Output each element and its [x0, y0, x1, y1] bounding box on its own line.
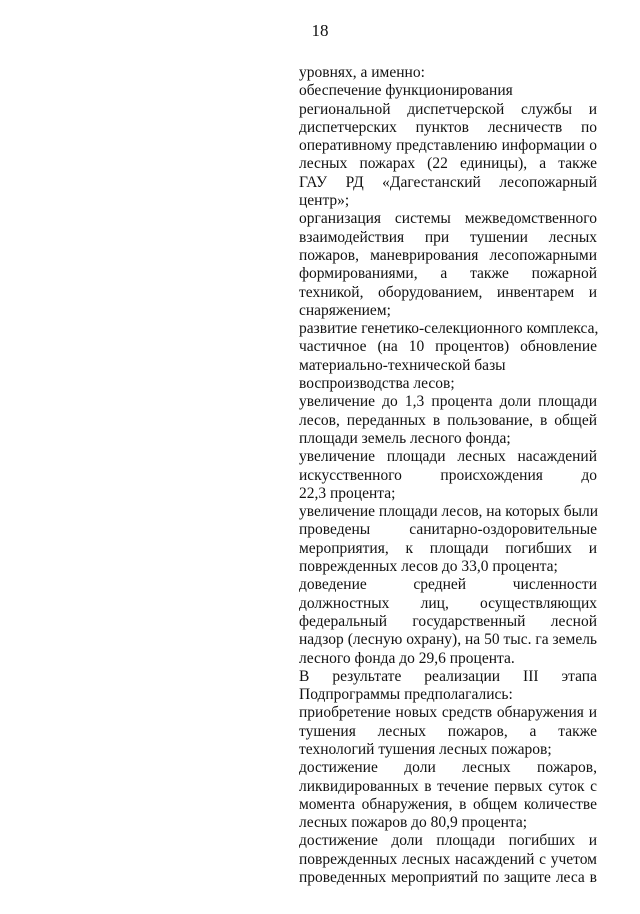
- text-line: ГАУ РД «Дагестанский лесопожарный: [299, 173, 597, 191]
- text-line: проведенных мероприятий по защите леса в: [299, 869, 597, 887]
- text-line: диспетчерских пунктов лесничеств по: [299, 118, 597, 136]
- text-line: достижение доли лесных пожаров,: [299, 759, 597, 777]
- text-line: развитие генетико-селекционного комплекса,: [299, 320, 599, 338]
- text-line: должностных лиц, осуществляющих: [299, 594, 597, 612]
- text-line: поврежденных лесных насаждений с учетом: [299, 850, 597, 868]
- text-line: лесного фонда до 29,6 процента.: [299, 649, 515, 667]
- text-line: достижение доли площади погибших и: [299, 832, 597, 850]
- text-line: материально-технической базы: [299, 356, 506, 374]
- text-line: 22,3 процента;: [299, 484, 396, 502]
- text-line: увеличение площади лесных насаждений: [299, 448, 597, 466]
- text-line: федеральный государственный лесной: [299, 612, 597, 630]
- text-line: мероприятия, к площади погибших и: [299, 539, 597, 557]
- text-line: поврежденных лесов до 33,0 процента;: [299, 558, 558, 576]
- page-number: 18: [311, 21, 329, 40]
- text-line: увеличение до 1,3 процента доли площади: [299, 393, 597, 411]
- text-line: уровнях, а именно:: [299, 64, 425, 81]
- text-line: обеспечение функционирования: [299, 82, 513, 100]
- text-line: снаряжением;: [299, 301, 391, 319]
- text-line: взаимодействия при тушении лесных: [299, 228, 597, 246]
- text-line: центр»;: [299, 192, 350, 210]
- text-line: пожаров, маневрирования лесопожарными: [299, 246, 597, 264]
- text-line: лесных пожаров до 80,9 процента;: [299, 814, 528, 832]
- text-line: оперативному представлению информации о: [299, 137, 597, 155]
- text-line: приобретение новых средств обнаружения и: [299, 704, 597, 722]
- text-line: технологий тушения лесных пожаров;: [299, 740, 552, 758]
- text-line: ликвидированных в течение первых суток с: [299, 777, 597, 795]
- text-line: техникой, оборудованием, инвентарем и: [299, 283, 597, 301]
- text-line: надзор (лесную охрану), на 50 тыс. га земель: [299, 631, 597, 649]
- text-line: момента обнаружения, в общем количестве: [299, 795, 597, 813]
- text-line: доведение средней численности: [299, 576, 597, 594]
- text-line: проведены санитарно-оздоровительные: [299, 521, 597, 539]
- text-line: Подпрограммы предполагались:: [299, 686, 513, 704]
- body-text: [299, 64, 597, 887]
- text-line: В результате реализации III этапа: [299, 667, 597, 685]
- text-line: региональной диспетчерской службы и: [299, 100, 597, 118]
- text-line: воспроизводства лесов;: [299, 375, 455, 393]
- text-line: площади земель лесного фонда;: [299, 429, 511, 447]
- text-line: искусственного происхождения до: [299, 466, 597, 484]
- text-line: лесных пожарах (22 единицы), а также: [299, 155, 597, 173]
- text-line: организация системы межведомственного: [299, 210, 597, 228]
- text-line: частичное (на 10 процентов) обновление: [299, 338, 597, 356]
- text-line: увеличение площади лесов, на которых были: [299, 503, 599, 521]
- text-line: лесов, переданных в пользование, в общей: [299, 411, 597, 429]
- text-line: формированиями, а также пожарной: [299, 265, 597, 283]
- text-line: тушения лесных пожаров, а также: [299, 722, 597, 740]
